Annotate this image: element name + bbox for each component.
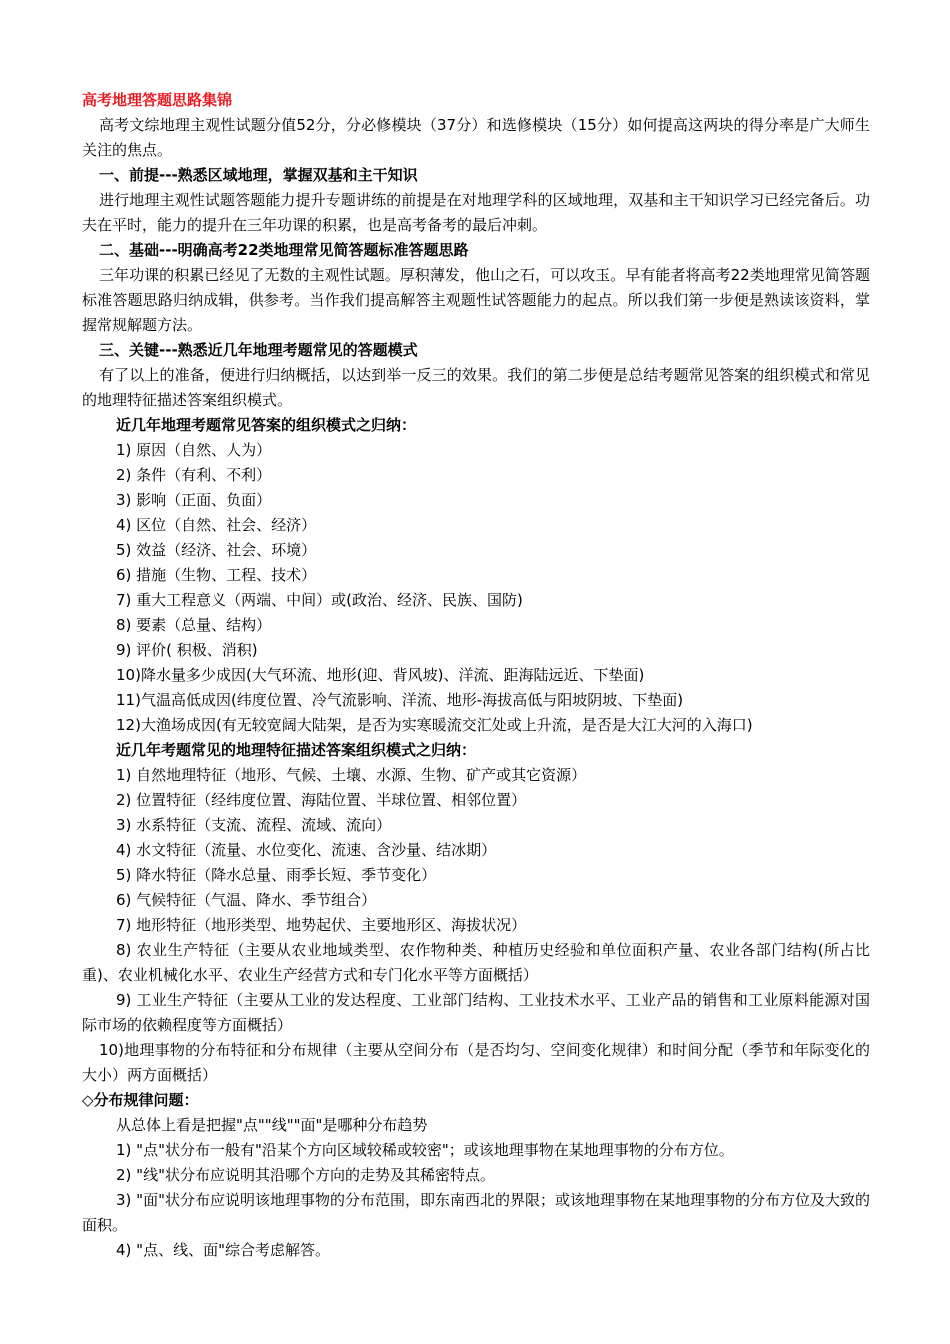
intro-paragraph: 高考文综地理主观性试题分值52分，分必修模块（37分）和选修模块（15分）如何提高这两块的得分率是广大师生关注的焦点。 — [82, 116, 870, 159]
distribution-item: 4) "点、线、面"综合考虑解答。 — [116, 1241, 330, 1259]
section-3-heading: 三、关键---熟悉近几年地理考题常见的答题模式 — [99, 341, 418, 359]
distribution-intro: 从总体上看是把握"点""线""面"是哪种分布趋势 — [116, 1116, 428, 1134]
list-1-item: 4) 区位（自然、社会、经济） — [116, 516, 317, 534]
list-1-item: 2) 条件（有利、不利） — [116, 466, 272, 484]
list-2-item-10: 10)地理事物的分布特征和分布规律（主要从空间分布（是否均匀、空间变化规律）和时间分配（季节和年际变化的大小）两方面概括） — [82, 1041, 870, 1084]
distribution-item: 2) "线"状分布应说明其沿哪个方向的走势及其稀密特点。 — [116, 1166, 495, 1184]
distribution-item: 1) "点"状分布一般有"沿某个方向区域较稀或较密"；或该地理事物在某地理事物的分布方位。 — [116, 1141, 734, 1159]
list-1-heading: 近几年地理考题常见答案的组织模式之归纳： — [116, 416, 417, 434]
list-1-item: 3) 影响（正面、负面） — [116, 491, 272, 509]
list-2-item: 3) 水系特征（支流、流程、流域、流向） — [116, 816, 392, 834]
section-3-text: 有了以上的准备，便进行归纳概括，以达到举一反三的效果。我们的第二步便是总结考题常见答案的组织模式和常见的地理特征描述答案组织模式。 — [82, 366, 870, 409]
list-1-item: 6) 措施（生物、工程、技术） — [116, 566, 317, 584]
list-1-item: 12)大渔场成因(有无较宽阔大陆架，是否为实寒暖流交汇处或上升流，是否是大江大河的入海口) — [116, 716, 753, 734]
list-2-item: 4) 水文特征（流量、水位变化、流速、含沙量、结冰期） — [116, 841, 497, 859]
list-1-item: 9) 评价( 积极、消积) — [116, 641, 258, 659]
list-2-item: 2) 位置特征（经纬度位置、海陆位置、半球位置、相邻位置） — [116, 791, 527, 809]
section-1-text: 进行地理主观性试题答题能力提升专题讲练的前提是在对地理学科的区域地理，双基和主干知识学习已经完备后。功夫在平时，能力的提升在三年功课的积累，也是高考备考的最后冲刺。 — [82, 191, 870, 234]
distribution-heading: ◇分布规律问题： — [82, 1091, 199, 1109]
list-2-item: 7) 地形特征（地形类型、地势起伏、主要地形区、海拔状况） — [116, 916, 527, 934]
list-2-long-item: 9) 工业生产特征（主要从工业的发达程度、工业部门结构、工业技术水平、工业产品的销售和工业原料能源对国际市场的依赖程度等方面概括） — [82, 991, 870, 1034]
distribution-item: 3) "面"状分布应说明该地理事物的分布范围，即东南西北的界限；或该地理事物在某地理事物的分布方位及大致的面积。 — [82, 1191, 870, 1234]
list-2-heading: 近几年考题常见的地理特征描述答案组织模式之归纳： — [116, 741, 477, 759]
list-1-item: 8) 要素（总量、结构） — [116, 616, 272, 634]
list-2-item: 1) 自然地理特征（地形、气候、土壤、水源、生物、矿产或其它资源） — [116, 766, 587, 784]
list-2-long-item: 8) 农业生产特征（主要从农业地域类型、农作物种类、种植历史经验和单位面积产量、农业各部门结构(所占比重)、农业机械化水平、农业生产经营方式和专门化水平等方面概括） — [82, 941, 870, 984]
document-title: 高考地理答题思路集锦 — [82, 91, 233, 109]
list-1-item: 5) 效益（经济、社会、环境） — [116, 541, 317, 559]
section-2-heading: 二、基础---明确高考22类地理常见简答题标准答题思路 — [99, 241, 469, 259]
list-1-item: 11)气温高低成因(纬度位置、冷气流影响、洋流、地形-海拔高低与阳坡阴坡、下垫面) — [116, 691, 684, 709]
list-2-item: 5) 降水特征（降水总量、雨季长短、季节变化） — [116, 866, 437, 884]
section-1-heading: 一、前提---熟悉区域地理，掌握双基和主干知识 — [99, 166, 418, 184]
list-2-item: 6) 气候特征（气温、降水、季节组合） — [116, 891, 377, 909]
list-1-item: 7) 重大工程意义（两端、中间）或(政治、经济、民族、国防) — [116, 591, 523, 609]
list-1-item: 1) 原因（自然、人为） — [116, 441, 272, 459]
list-1-item: 10)降水量多少成因(大气环流、地形(迎、背风坡)、洋流、距海陆远近、下垫面) — [116, 666, 645, 684]
section-2-text: 三年功课的积累已经见了无数的主观性试题。厚积薄发，他山之石，可以攻玉。早有能者将高考22类地理常见简答题标准答题思路归纳成辑，供参考。当作我们提高解答主观题性试答题能力的起点。所以我们第一步便是熟读该资料，掌握常规解题方法。 — [82, 266, 870, 334]
